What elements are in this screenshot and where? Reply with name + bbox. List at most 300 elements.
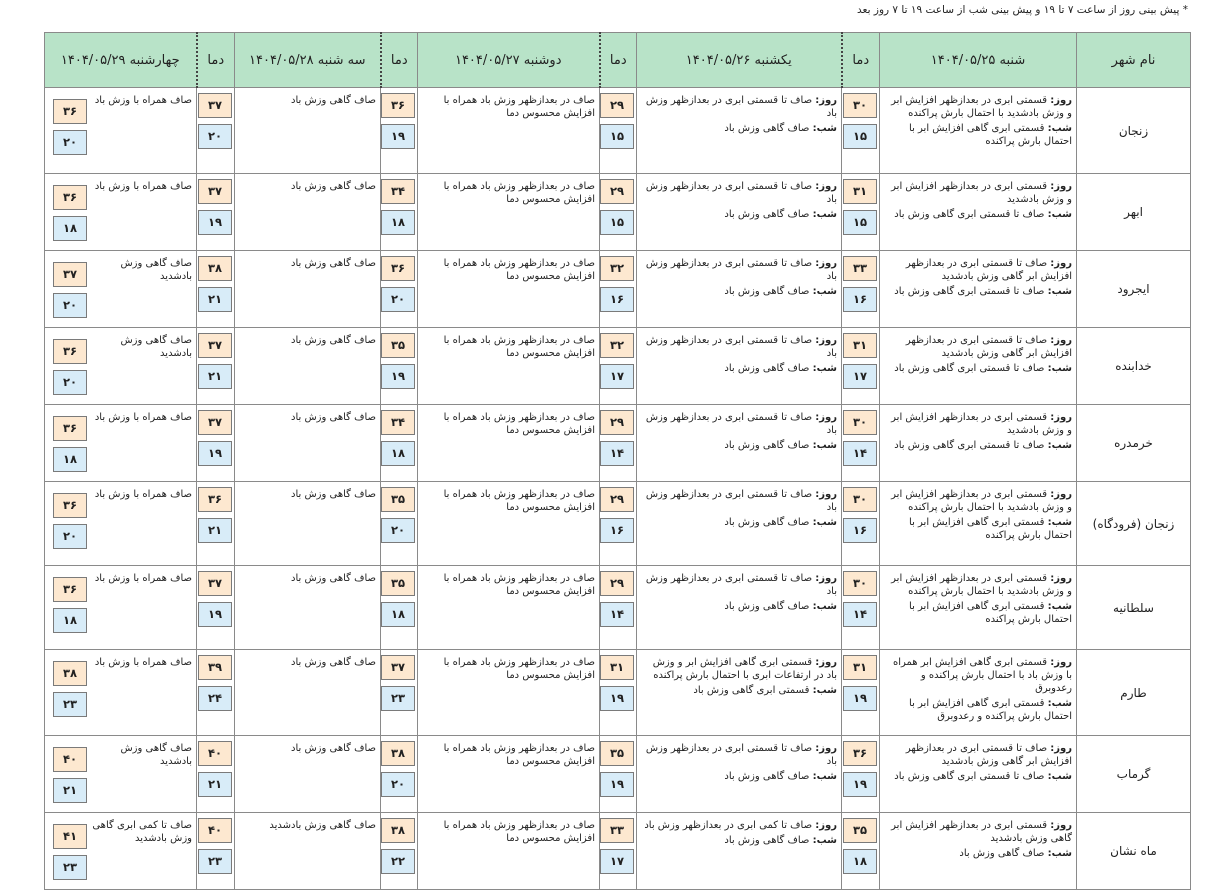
night-text: قسمتی ابری گاهی افزایش ابر با احتمال بارش پراکنده و رعدوبرق [909, 698, 1072, 722]
day-label: روز: [1050, 489, 1072, 500]
day-forecast [642, 94, 837, 120]
table-row [45, 650, 1191, 736]
forecast-text: صاف گاهی وزش باد [290, 657, 376, 668]
day-label: روز: [815, 573, 837, 584]
header-temp: دما [381, 33, 418, 88]
day-forecast [885, 572, 1072, 598]
max-temp: ۳۶ [53, 416, 87, 441]
temp-day-1 [842, 736, 880, 813]
city-name: خرمدره [1077, 405, 1191, 482]
max-temp: ۳۸ [53, 661, 87, 686]
min-temp: ۱۶ [600, 518, 634, 543]
forecast-text: صاف گاهی وزش باد [290, 258, 376, 269]
forecast-text: صاف گاهی وزش بادشدید [269, 820, 376, 831]
forecast-day-5 [45, 174, 197, 251]
temp-day-3 [381, 482, 418, 566]
temp-day-4 [197, 405, 235, 482]
forecast-day-3 [418, 328, 600, 405]
day-label: روز: [815, 335, 837, 346]
forecast-text: صاف همراه با وزش باد [94, 95, 192, 106]
day-forecast [885, 94, 1072, 120]
min-temp: ۱۶ [843, 287, 877, 312]
min-temp: ۱۶ [843, 518, 877, 543]
temp-day-1 [842, 566, 880, 650]
night-label: شب: [812, 517, 837, 528]
forecast-day-4 [235, 736, 381, 813]
max-temp: ۳۶ [198, 487, 232, 512]
day-label: روز: [1050, 412, 1072, 423]
day-text: قسمتی ابری گاهی افزایش ابر همراه با وزش باد با احتمال بارش پراکنده و رعدوبرق [892, 657, 1072, 694]
temp-day-2 [600, 566, 637, 650]
temp-day-2 [600, 405, 637, 482]
day-text: صاف تا قسمتی ابری در بعدازظهر وزش باد [645, 412, 837, 436]
max-temp: ۳۶ [53, 339, 87, 364]
temp-day-4 [197, 736, 235, 813]
night-forecast [642, 516, 837, 529]
day-label: روز: [815, 95, 837, 106]
min-temp: ۱۹ [198, 210, 232, 235]
forecast-text: صاف گاهی وزش بادشدید [120, 335, 192, 359]
day-text: قسمتی ابری در بعدازظهر افزایش ابر و وزش بادشدید [891, 412, 1072, 436]
max-temp: ۳۷ [198, 179, 232, 204]
city-name: ماه نشان [1077, 813, 1191, 890]
night-text: صاف گاهی وزش باد [959, 848, 1045, 859]
night-text: صاف گاهی وزش باد [724, 286, 810, 297]
forecast-day-5 [45, 328, 197, 405]
forecast-day-3 [418, 88, 600, 174]
temp-day-1 [842, 650, 880, 736]
day-forecast [885, 656, 1072, 695]
day-text: صاف تا قسمتی ابری در بعدازظهر وزش باد [645, 335, 837, 359]
table-row [45, 736, 1191, 813]
forecast-day-2 [637, 650, 842, 736]
city-name: ابهر [1077, 174, 1191, 251]
forecast-day-5 [45, 566, 197, 650]
night-label: شب: [1047, 698, 1072, 709]
max-temp: ۳۹ [198, 655, 232, 680]
temp-day-5 [50, 411, 90, 478]
forecast-text: صاف گاهی وزش باد [290, 181, 376, 192]
day-forecast [885, 334, 1072, 360]
forecast-text: صاف در بعدازظهر وزش باد همراه با افزایش محسوس دما [443, 489, 595, 513]
night-label: شب: [812, 209, 837, 220]
day-label: روز: [1050, 820, 1072, 831]
forecast-day-4 [235, 650, 381, 736]
temp-day-5 [50, 819, 90, 886]
temp-day-4 [197, 174, 235, 251]
max-temp: ۳۷ [381, 655, 415, 680]
max-temp: ۳۰ [843, 93, 877, 118]
header-row [45, 33, 1191, 88]
max-temp: ۳۳ [843, 256, 877, 281]
forecast-day-2 [637, 482, 842, 566]
forecast-day-2 [637, 328, 842, 405]
night-text: صاف گاهی وزش باد [724, 209, 810, 220]
forecast-text: صاف تا کمی ابری گاهی وزش بادشدید [92, 820, 192, 844]
temp-day-4 [197, 88, 235, 174]
day-forecast [642, 742, 837, 768]
forecast-text: صاف همراه با وزش باد [94, 412, 192, 423]
night-text: صاف گاهی وزش باد [724, 601, 810, 612]
temp-day-5 [50, 742, 90, 809]
max-temp: ۲۹ [600, 487, 634, 512]
forecast-day-4 [235, 482, 381, 566]
forecast-day-1 [880, 650, 1077, 736]
max-temp: ۴۰ [53, 747, 87, 772]
day-forecast [642, 819, 837, 832]
min-temp: ۲۰ [381, 518, 415, 543]
forecast-note: * پیش بینی روز از ساعت ۷ تا ۱۹ و پیش بینی شب از ساعت ۱۹ تا ۷ روز بعد [857, 4, 1188, 16]
table-row [45, 251, 1191, 328]
temp-day-1 [842, 813, 880, 890]
min-temp: ۱۹ [843, 686, 877, 711]
max-temp: ۳۵ [381, 487, 415, 512]
header-day-5: چهارشنبه ۱۴۰۴/۰۵/۲۹ [45, 33, 197, 88]
min-temp: ۱۵ [600, 124, 634, 149]
forecast-day-3 [418, 405, 600, 482]
temp-day-2 [600, 813, 637, 890]
max-temp: ۳۰ [843, 410, 877, 435]
night-text: صاف تا قسمتی ابری گاهی وزش باد [894, 286, 1045, 297]
night-text: قسمتی ابری گاهی افزایش ابر با احتمال بارش پراکنده [909, 517, 1072, 541]
max-temp: ۳۶ [381, 256, 415, 281]
forecast-text: صاف در بعدازظهر وزش باد همراه با افزایش محسوس دما [443, 181, 595, 205]
night-forecast [885, 847, 1072, 860]
min-temp: ۱۸ [381, 210, 415, 235]
night-text: صاف گاهی وزش باد [724, 363, 810, 374]
forecast-day-2 [637, 251, 842, 328]
temp-day-3 [381, 251, 418, 328]
temp-day-5 [50, 488, 90, 555]
forecast-day-5 [45, 405, 197, 482]
min-temp: ۲۱ [198, 518, 232, 543]
forecast-text: صاف گاهی وزش باد [290, 489, 376, 500]
day-text: صاف تا قسمتی ابری در بعدازظهر افزایش ابر گاهی وزش بادشدید [905, 258, 1072, 282]
min-temp: ۲۰ [53, 370, 87, 395]
max-temp: ۳۷ [53, 262, 87, 287]
night-text: صاف گاهی وزش باد [724, 440, 810, 451]
temp-day-2 [600, 736, 637, 813]
temp-day-1 [842, 174, 880, 251]
min-temp: ۱۴ [843, 441, 877, 466]
night-label: شب: [1047, 771, 1072, 782]
day-forecast [885, 180, 1072, 206]
night-text: صاف گاهی وزش باد [724, 123, 810, 134]
city-name: خدابنده [1077, 328, 1191, 405]
night-label: شب: [1047, 601, 1072, 612]
night-text: صاف تا قسمتی ابری گاهی وزش باد [894, 771, 1045, 782]
night-label: شب: [1047, 209, 1072, 220]
day-text: صاف تا قسمتی ابری در بعدازظهر وزش باد [645, 573, 837, 597]
min-temp: ۱۹ [381, 124, 415, 149]
night-forecast [885, 600, 1072, 626]
night-text: صاف تا قسمتی ابری گاهی وزش باد [894, 363, 1045, 374]
forecast-text: صاف همراه با وزش باد [94, 657, 192, 668]
min-temp: ۱۹ [381, 364, 415, 389]
max-temp: ۳۷ [198, 93, 232, 118]
forecast-day-5 [45, 736, 197, 813]
day-label: روز: [815, 181, 837, 192]
max-temp: ۳۳ [600, 818, 634, 843]
day-label: روز: [1050, 181, 1072, 192]
forecast-day-1 [880, 482, 1077, 566]
city-name: زنجان (فرودگاه) [1077, 482, 1191, 566]
max-temp: ۳۶ [843, 741, 877, 766]
temp-day-5 [50, 257, 90, 324]
night-label: شب: [812, 123, 837, 134]
max-temp: ۳۲ [600, 256, 634, 281]
min-temp: ۱۶ [600, 287, 634, 312]
forecast-text: صاف گاهی وزش باد [290, 573, 376, 584]
forecast-text: صاف در بعدازظهر وزش باد همراه با افزایش محسوس دما [443, 657, 595, 681]
forecast-text: صاف گاهی وزش باد [290, 412, 376, 423]
header-day-4: سه شنبه ۱۴۰۴/۰۵/۲۸ [235, 33, 381, 88]
temp-day-2 [600, 482, 637, 566]
night-text: صاف تا قسمتی ابری گاهی وزش باد [894, 440, 1045, 451]
table-row [45, 328, 1191, 405]
day-label: روز: [815, 743, 837, 754]
temp-day-4 [197, 328, 235, 405]
city-name: زنجان [1077, 88, 1191, 174]
forecast-day-4 [235, 405, 381, 482]
max-temp: ۳۶ [381, 93, 415, 118]
day-text: صاف تا قسمتی ابری در بعدازظهر افزایش ابر گاهی وزش بادشدید [905, 743, 1072, 767]
day-forecast [642, 411, 837, 437]
day-forecast [642, 257, 837, 283]
min-temp: ۲۰ [53, 293, 87, 318]
temp-day-5 [50, 572, 90, 639]
forecast-text: صاف همراه با وزش باد [94, 181, 192, 192]
forecast-day-2 [637, 174, 842, 251]
night-text: قسمتی ابری گاهی وزش باد [693, 685, 810, 696]
day-label: روز: [1050, 743, 1072, 754]
forecast-day-3 [418, 566, 600, 650]
night-forecast [642, 285, 837, 298]
city-name: طارم [1077, 650, 1191, 736]
temp-day-2 [600, 650, 637, 736]
night-forecast [642, 834, 837, 847]
day-text: صاف تا قسمتی ابری در بعدازظهر وزش باد [645, 258, 837, 282]
max-temp: ۳۴ [381, 179, 415, 204]
max-temp: ۳۱ [843, 179, 877, 204]
night-text: صاف گاهی وزش باد [724, 517, 810, 528]
forecast-table [44, 32, 1191, 890]
min-temp: ۲۲ [381, 849, 415, 874]
day-label: روز: [815, 489, 837, 500]
day-text: قسمتی ابری در بعدازظهر افزایش ابر و وزش بادشدید با احتمال بارش پراکنده [891, 489, 1072, 513]
max-temp: ۳۵ [843, 818, 877, 843]
temp-day-3 [381, 405, 418, 482]
max-temp: ۳۵ [600, 741, 634, 766]
min-temp: ۱۹ [198, 602, 232, 627]
temp-day-2 [600, 251, 637, 328]
forecast-day-3 [418, 736, 600, 813]
max-temp: ۳۶ [53, 493, 87, 518]
night-forecast [642, 770, 837, 783]
day-label: روز: [1050, 95, 1072, 106]
day-forecast [885, 411, 1072, 437]
forecast-text: صاف در بعدازظهر وزش باد همراه با افزایش محسوس دما [443, 820, 595, 844]
forecast-day-4 [235, 566, 381, 650]
min-temp: ۲۰ [381, 287, 415, 312]
forecast-day-4 [235, 251, 381, 328]
temp-day-3 [381, 650, 418, 736]
max-temp: ۳۷ [198, 333, 232, 358]
day-text: صاف تا قسمتی ابری در بعدازظهر وزش باد [645, 489, 837, 513]
day-text: قسمتی ابری در بعدازظهر افزایش ابر و وزش بادشدید با احتمال بارش پراکنده [891, 95, 1072, 119]
night-forecast [642, 362, 837, 375]
forecast-day-1 [880, 813, 1077, 890]
min-temp: ۲۴ [198, 686, 232, 711]
night-label: شب: [1047, 848, 1072, 859]
max-temp: ۳۱ [843, 333, 877, 358]
forecast-day-4 [235, 813, 381, 890]
min-temp: ۲۱ [198, 364, 232, 389]
forecast-text: صاف در بعدازظهر وزش باد همراه با افزایش محسوس دما [443, 743, 595, 767]
min-temp: ۲۰ [381, 772, 415, 797]
night-label: شب: [1047, 440, 1072, 451]
min-temp: ۱۷ [600, 364, 634, 389]
night-forecast [885, 362, 1072, 375]
day-text: قسمتی ابری در بعدازظهر افزایش ابر و وزش بادشدید با احتمال بارش پراکنده [891, 573, 1072, 597]
header-temp: دما [842, 33, 880, 88]
header-day-3: دوشنبه ۱۴۰۴/۰۵/۲۷ [418, 33, 600, 88]
min-temp: ۱۹ [198, 441, 232, 466]
header-day-1: شنبه ۱۴۰۴/۰۵/۲۵ [880, 33, 1077, 88]
forecast-day-3 [418, 650, 600, 736]
max-temp: ۲۹ [600, 571, 634, 596]
day-forecast [642, 656, 837, 682]
day-forecast [642, 334, 837, 360]
temp-day-1 [842, 88, 880, 174]
min-temp: ۲۰ [53, 524, 87, 549]
min-temp: ۱۸ [53, 216, 87, 241]
night-label: شب: [812, 835, 837, 846]
temp-day-2 [600, 88, 637, 174]
min-temp: ۲۱ [198, 772, 232, 797]
temp-day-1 [842, 328, 880, 405]
night-forecast [885, 208, 1072, 221]
forecast-day-2 [637, 813, 842, 890]
temp-day-3 [381, 736, 418, 813]
night-label: شب: [812, 601, 837, 612]
night-label: شب: [1047, 517, 1072, 528]
night-forecast [885, 516, 1072, 542]
temp-day-4 [197, 650, 235, 736]
table-row [45, 813, 1191, 890]
forecast-day-1 [880, 251, 1077, 328]
temp-day-2 [600, 174, 637, 251]
day-text: صاف تا کمی ابری در بعدازظهر وزش باد [644, 820, 813, 831]
night-label: شب: [812, 363, 837, 374]
temp-day-1 [842, 251, 880, 328]
temp-day-5 [50, 334, 90, 401]
min-temp: ۲۰ [53, 130, 87, 155]
day-label: روز: [815, 657, 837, 668]
temp-day-2 [600, 328, 637, 405]
forecast-day-4 [235, 174, 381, 251]
temp-day-3 [381, 813, 418, 890]
table-row [45, 405, 1191, 482]
night-label: شب: [812, 440, 837, 451]
forecast-text: صاف همراه با وزش باد [94, 489, 192, 500]
forecast-day-2 [637, 88, 842, 174]
day-forecast [642, 488, 837, 514]
max-temp: ۲۹ [600, 179, 634, 204]
temp-day-3 [381, 88, 418, 174]
min-temp: ۱۴ [600, 441, 634, 466]
night-text: صاف گاهی وزش باد [724, 835, 810, 846]
forecast-day-3 [418, 813, 600, 890]
min-temp: ۱۹ [600, 772, 634, 797]
min-temp: ۲۰ [198, 124, 232, 149]
forecast-day-1 [880, 88, 1077, 174]
night-forecast [642, 439, 837, 452]
table-row [45, 174, 1191, 251]
min-temp: ۱۴ [600, 602, 634, 627]
forecast-text: صاف گاهی وزش باد [290, 95, 376, 106]
day-label: روز: [1050, 335, 1072, 346]
day-label: روز: [815, 412, 837, 423]
city-name: ایجرود [1077, 251, 1191, 328]
max-temp: ۳۱ [600, 655, 634, 680]
forecast-day-3 [418, 174, 600, 251]
max-temp: ۳۰ [843, 487, 877, 512]
night-forecast [885, 285, 1072, 298]
night-forecast [642, 208, 837, 221]
header-temp: دما [600, 33, 637, 88]
day-text: قسمتی ابری در بعدازظهر افزایش ابر گاهی وزش بادشدید [891, 820, 1072, 844]
min-temp: ۲۱ [53, 778, 87, 803]
forecast-text: صاف در بعدازظهر وزش باد همراه با افزایش محسوس دما [443, 412, 595, 436]
max-temp: ۳۸ [198, 256, 232, 281]
header-temp: دما [197, 33, 235, 88]
forecast-day-2 [637, 405, 842, 482]
min-temp: ۱۸ [381, 602, 415, 627]
forecast-text: صاف در بعدازظهر وزش باد همراه با افزایش محسوس دما [443, 258, 595, 282]
min-temp: ۲۳ [198, 849, 232, 874]
max-temp: ۳۲ [600, 333, 634, 358]
max-temp: ۳۴ [381, 410, 415, 435]
night-forecast [642, 684, 837, 697]
max-temp: ۲۹ [600, 410, 634, 435]
forecast-text: صاف همراه با وزش باد [94, 573, 192, 584]
day-label: روز: [1050, 573, 1072, 584]
max-temp: ۳۸ [381, 741, 415, 766]
forecast-day-5 [45, 88, 197, 174]
forecast-day-3 [418, 482, 600, 566]
temp-day-4 [197, 482, 235, 566]
forecast-day-5 [45, 813, 197, 890]
forecast-text: صاف گاهی وزش باد [290, 335, 376, 346]
night-label: شب: [1047, 286, 1072, 297]
temp-day-5 [50, 94, 90, 161]
night-forecast [642, 600, 837, 613]
forecast-day-1 [880, 328, 1077, 405]
min-temp: ۲۳ [53, 855, 87, 880]
forecast-text: صاف گاهی وزش باد [290, 743, 376, 754]
min-temp: ۱۵ [843, 124, 877, 149]
max-temp: ۴۱ [53, 824, 87, 849]
night-forecast [885, 697, 1072, 723]
night-label: شب: [1047, 123, 1072, 134]
day-forecast [885, 488, 1072, 514]
min-temp: ۱۵ [600, 210, 634, 235]
temp-day-3 [381, 174, 418, 251]
min-temp: ۱۸ [53, 447, 87, 472]
forecast-day-4 [235, 88, 381, 174]
min-temp: ۱۹ [843, 772, 877, 797]
